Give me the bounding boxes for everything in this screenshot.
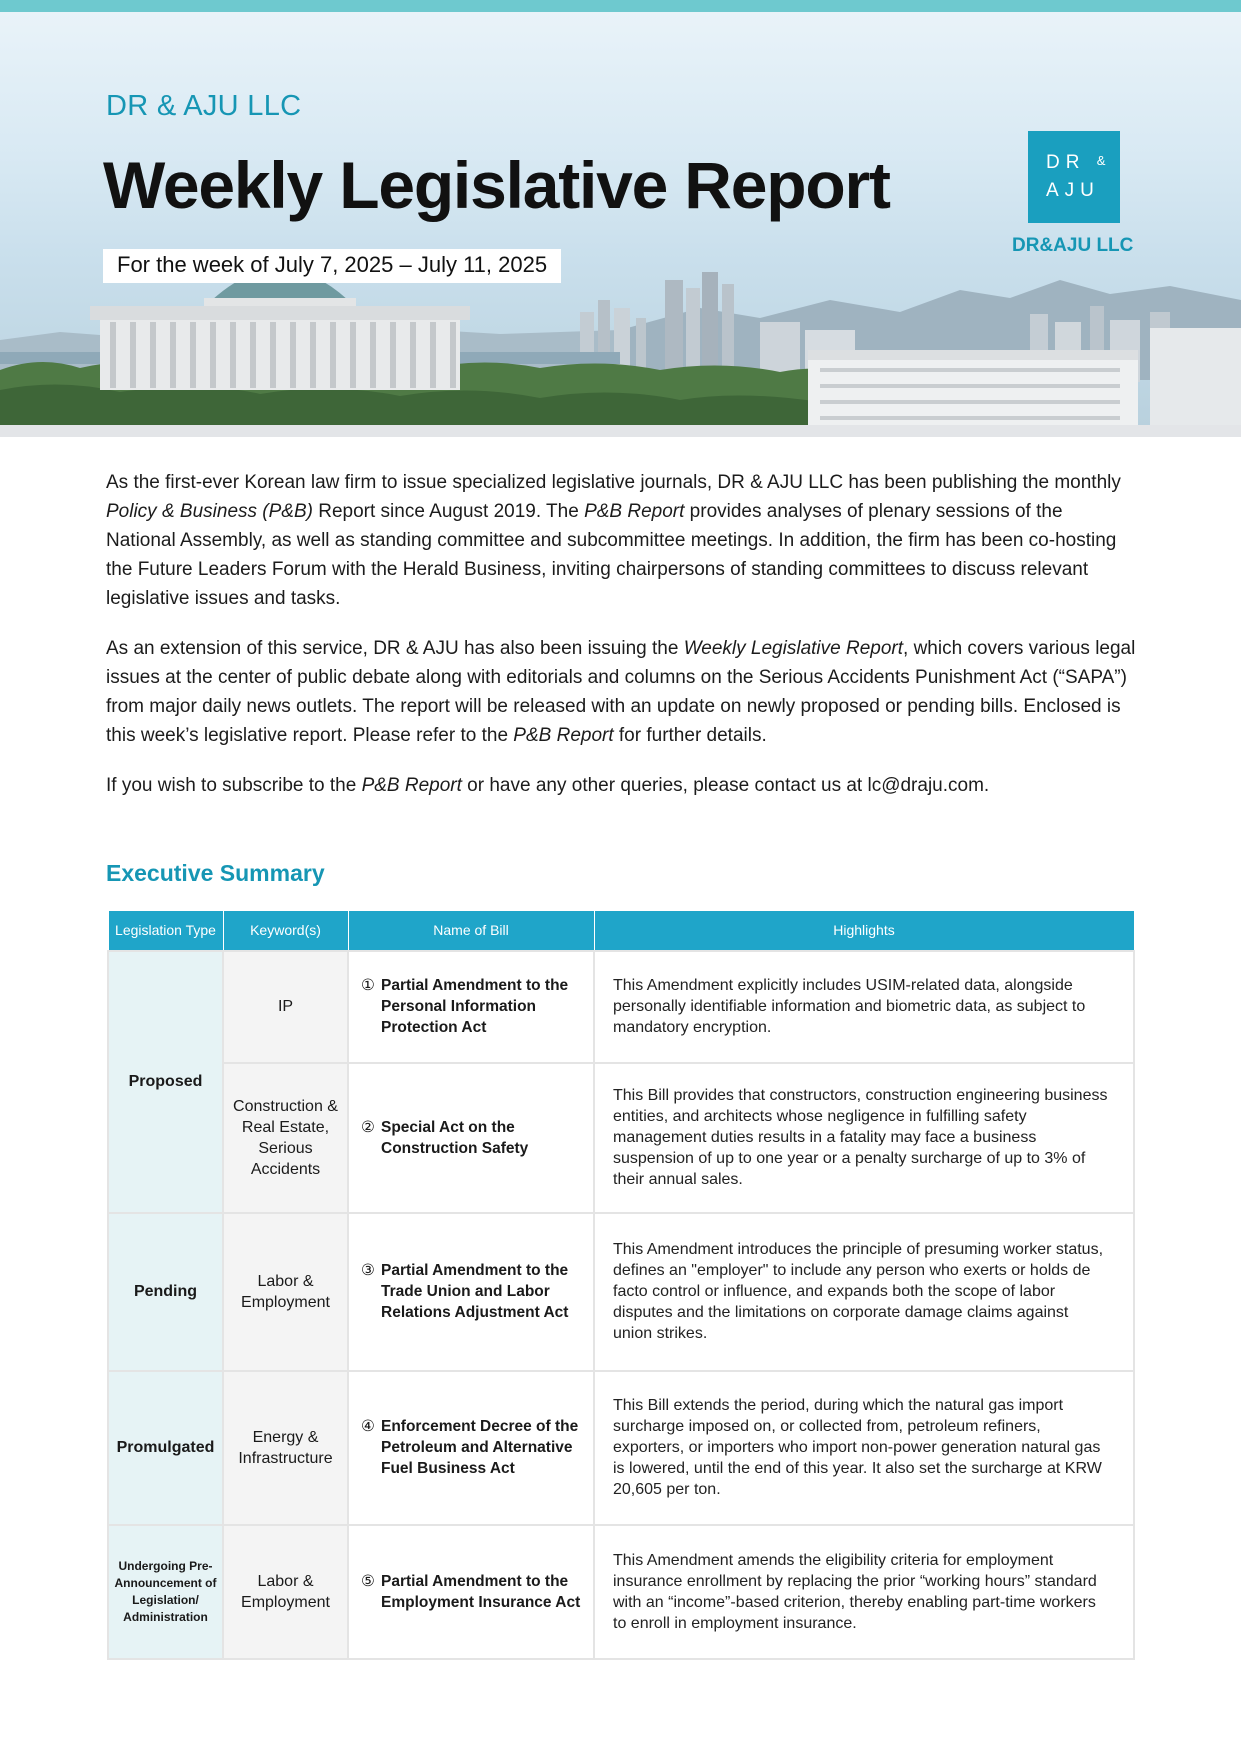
- table-row: [108, 1371, 1134, 1525]
- bill-name-cell: ⑤ Partial Amendment to the Employment Insurance Act: [348, 1525, 594, 1659]
- keyword-cell: IP: [223, 951, 348, 1063]
- table-row: [108, 1063, 1134, 1213]
- firm-logo: [1028, 131, 1120, 223]
- header-keywords: Keyword(s): [223, 911, 348, 951]
- bill-name-cell: ① Partial Amendment to the Personal Information Protection Act: [348, 951, 594, 1063]
- header-legislation-type: Legislation Type: [108, 911, 223, 951]
- keyword-cell: Labor & Employment: [223, 1213, 348, 1371]
- header-banner: [0, 12, 1241, 425]
- bill-name-cell: ③ Partial Amendment to the Trade Union and Labor Relations Adjustment Act: [348, 1213, 594, 1371]
- intro-text: [106, 468, 1136, 821]
- bill-name-cell: ④ Enforcement Decree of the Petroleum and Alternative Fuel Business Act: [348, 1371, 594, 1525]
- logo-caption: DR&AJU LLC: [1012, 235, 1134, 256]
- header-highlights: Highlights: [594, 911, 1134, 951]
- report-title: Weekly Legislative Report: [103, 148, 890, 222]
- highlights-cell: This Amendment introduces the principle of presuming worker status, defines an "employer" to include any person who exerts or holds de facto control or influence, and expands both the scope of labor disputes and the limitations on corporate damage claims against union strikes.: [594, 1213, 1134, 1371]
- table-row: [108, 951, 1134, 1063]
- logo-text-dr: DR: [1046, 152, 1086, 173]
- keyword-cell: Construction & Real Estate, Serious Accidents: [223, 1063, 348, 1213]
- top-accent-bar: [0, 0, 1241, 12]
- national-assembly-skyline-image: [0, 260, 1241, 425]
- intro-paragraph-1: As the first-ever Korean law firm to issue specialized legislative journals, DR & AJU LLC has been publishing the monthly Policy & Business (P&B) Report since August 2019. The P&B Report provides analyses of plenary sessions of the National Assembly, as well as standing committee and subcommittee meetings. In addition, the firm has been co-hosting the Future Leaders Forum with the Herald Business, inviting chairpersons of standing committees to discuss relevant legislative issues and tasks.: [106, 472, 1121, 609]
- highlights-cell: This Amendment amends the eligibility criteria for employment insurance enrollment by replacing the prior “working hours” standard with an “income”-based criterion, thereby enabling part-time workers to enroll in employment insurance.: [594, 1525, 1134, 1659]
- firm-name: DR & AJU LLC: [106, 90, 302, 122]
- intro-paragraph-3: If you wish to subscribe to the P&B Report or have any other queries, please contact us at lc@draju.com.: [106, 775, 990, 796]
- table-row: [108, 1525, 1134, 1659]
- report-week: For the week of July 7, 2025 – July 11, 2025: [103, 249, 561, 283]
- highlights-cell: This Bill provides that constructors, construction engineering business entities, and architects whose negligence in fulfilling safety management duties results in a fatality may face a business suspension of up to one year or a penalty surcharge of up to 3% of their annual sales.: [594, 1063, 1134, 1213]
- intro-paragraph-2: As an extension of this service, DR & AJU has also been issuing the Weekly Legislative Report, which covers various legal issues at the center of public debate along with editorials and columns on the Serious Accidents Punishment Act (“SAPA”) from major daily news outlets. The report will be released with an update on newly proposed or pending bills. Enclosed is this week’s legislative report. Please refer to the P&B Report for further details.: [106, 638, 1136, 746]
- executive-summary-table: [107, 910, 1135, 1660]
- header-divider: [0, 425, 1241, 437]
- highlights-cell: This Amendment explicitly includes USIM-related data, alongside personally identifiable information and biometric data, as subject to mandatory encryption.: [594, 951, 1134, 1063]
- header-bill-name: Name of Bill: [348, 911, 594, 951]
- logo-text-aju: AJU: [1046, 180, 1100, 201]
- logo-text-amp: &: [1096, 153, 1106, 168]
- legislation-type-cell: Undergoing Pre-Announcement of Legislation/ Administration: [108, 1525, 223, 1659]
- highlights-cell: This Bill extends the period, during which the natural gas import surcharge imposed on, or collected from, petroleum refiners, exporters, or importers who import non-power generation natural gas is lowered, until the end of this year. It also set the surcharge at KRW 20,605 per ton.: [594, 1371, 1134, 1525]
- legislation-type-cell: Proposed: [108, 951, 223, 1213]
- bill-name-cell: ② Special Act on the Construction Safety: [348, 1063, 594, 1213]
- table-row: [108, 1213, 1134, 1371]
- keyword-cell: Energy & Infrastructure: [223, 1371, 348, 1525]
- legislation-type-cell: Promulgated: [108, 1371, 223, 1525]
- executive-summary-title: Executive Summary: [106, 860, 325, 886]
- keyword-cell: Labor & Employment: [223, 1525, 348, 1659]
- table-header-row: [108, 911, 1134, 951]
- legislation-type-cell: Pending: [108, 1213, 223, 1371]
